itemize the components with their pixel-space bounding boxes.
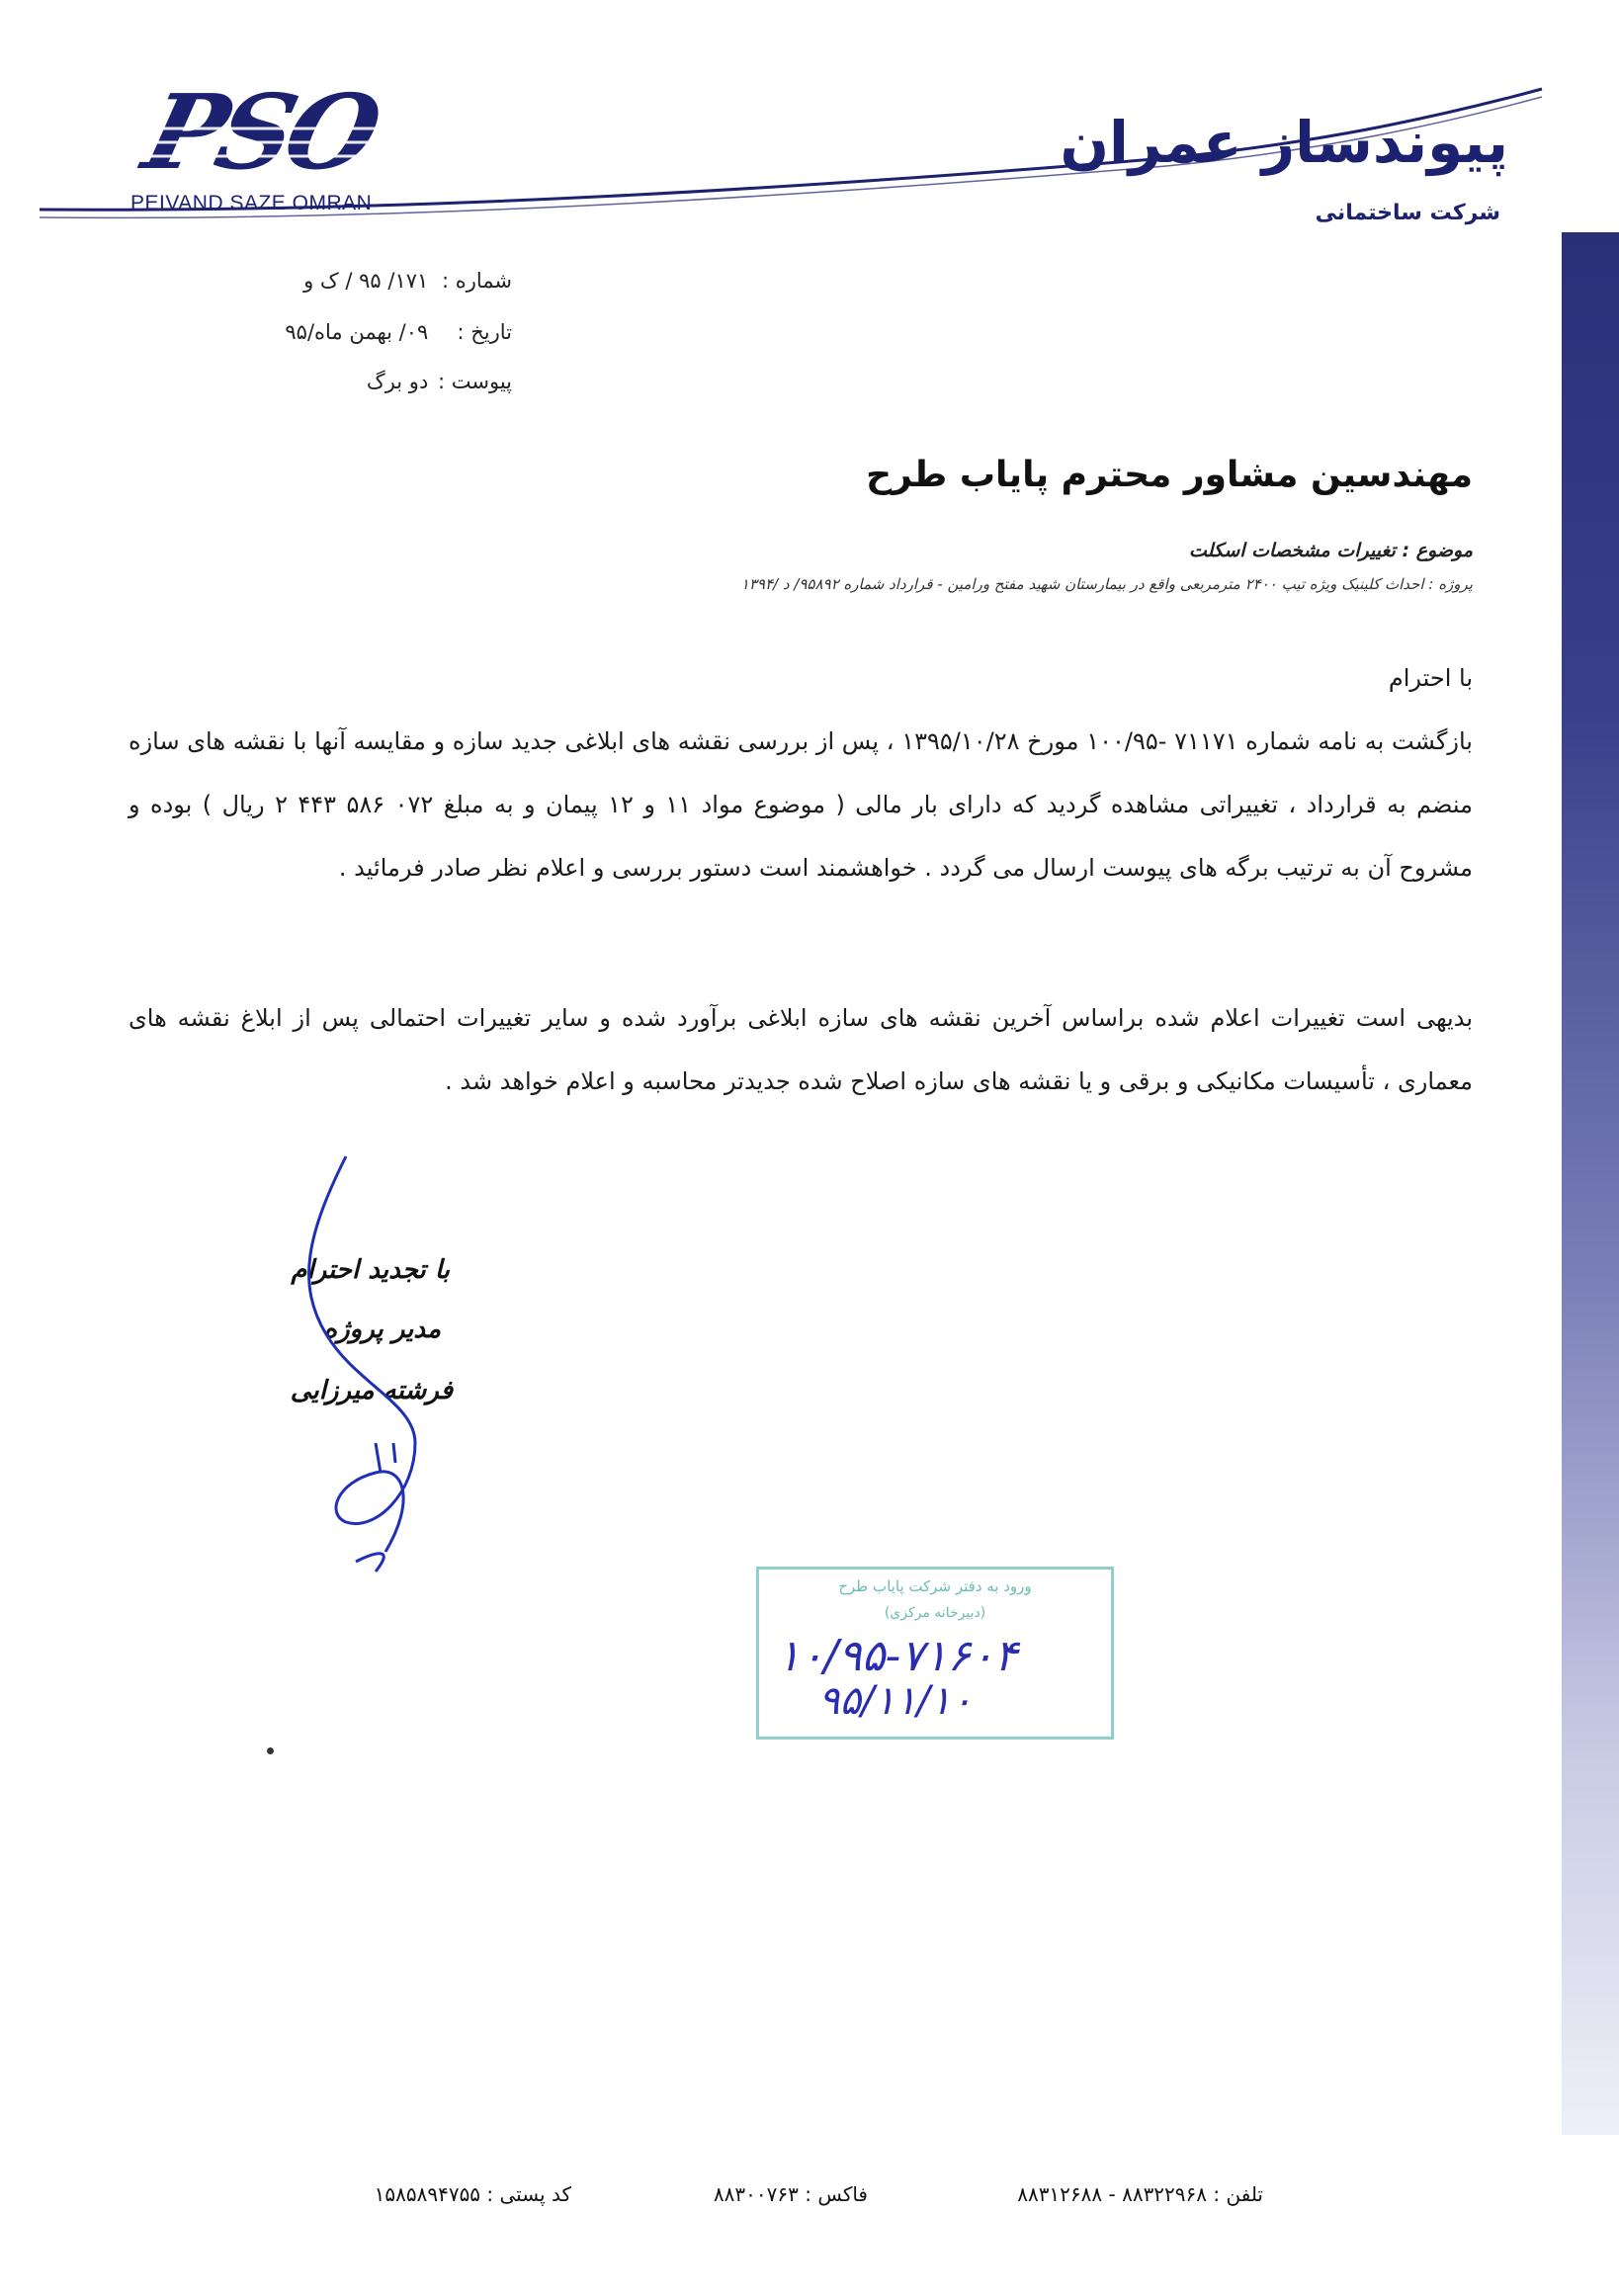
- footer-phone-value: ۸۸۳۲۲۹۶۸ - ۸۸۳۱۲۶۸۸: [1017, 2182, 1208, 2206]
- project-line: پروژه : احداث کلینیک ویژه تیپ ۲۴۰۰ مترمربعی واقع در بیمارستان شهید مفتح ورامین - قرارداد شماره ۹۵۸۹۲/ د /۱۳۹۴: [740, 575, 1473, 593]
- stamp-title: ورود به دفتر شرکت پایاب طرح: [838, 1577, 1032, 1595]
- brand-name: پیوندساز عمران: [1060, 109, 1508, 176]
- reference-attachment-label: پیوست :: [438, 370, 512, 393]
- addressee: مهندسین مشاور محترم پایاب طرح: [866, 455, 1473, 495]
- receipt-stamp: [756, 1567, 1114, 1740]
- footer-postal: [375, 2182, 571, 2206]
- decorative-side-bar: [1562, 232, 1619, 2135]
- greeting: با احترام: [1388, 664, 1473, 692]
- footer-phone-label: تلفن :: [1213, 2182, 1263, 2206]
- footer-phone: [1017, 2182, 1263, 2206]
- footer-fax-value: ۸۸۳۰۰۷۶۳: [713, 2182, 799, 2206]
- stamp-subtitle: (دبیرخانه مرکزی): [884, 1605, 986, 1621]
- footer-fax: [714, 2182, 868, 2206]
- footer-fax-label: فاکس :: [805, 2182, 868, 2206]
- paragraph-1: بازگشت به نامه شماره ۷۱۱۷۱ -۱۰۰/۹۵ مورخ ۱۳۹۵/۱۰/۲۸ ، پس از بررسی نقشه های ابلاغی جدید سازه و مقایسه آنها با نقشه های سازه منضم به قرارداد ، تغییراتی مشاهده گردید که دارای بار مالی ( موضوع مواد ۱۱ و ۱۲ پیمان و به مبلغ ۰۷۲ ۵۸۶ ۴۴۳ ۲ ریال ) بوده و مشروح آن به ترتیب برگه های پیوست ارسال می گردد . خواهشمند است دستور بررسی و اعلام نظر صادر فرمائید .: [128, 727, 1473, 882]
- stamp-handwritten-number: ۱۰/۹۵-۷۱۶۰۴: [777, 1631, 1018, 1681]
- reference-number: [303, 269, 512, 293]
- reference-number-label: شماره :: [441, 269, 512, 293]
- signature-name: فرشته میرزایی: [290, 1376, 453, 1405]
- handwritten-signature: [267, 1147, 484, 1581]
- signature-title: مدیر پروژه: [323, 1315, 441, 1344]
- stamp-handwritten-date: ۹۵/۱۱/۱۰: [818, 1678, 973, 1724]
- footer-postal-value: ۱۵۸۵۸۹۴۷۵۵: [374, 2182, 481, 2206]
- subject: موضوع : تغییرات مشخصات اسکلت: [1188, 540, 1473, 561]
- reference-number-value: ۱۷۱/ ۹۵ / ک و: [303, 269, 429, 293]
- reference-date: [285, 320, 512, 344]
- footer-postal-label: کد پستی :: [486, 2182, 571, 2206]
- signature-closing: با تجدید احترام: [291, 1255, 450, 1285]
- reference-attachment: [367, 370, 512, 393]
- brand-subtitle: شرکت ساختمانی: [1315, 201, 1500, 225]
- reference-attachment-value: دو برگ: [366, 370, 429, 393]
- logo-subtitle: PEIVAND SAZE OMRAN: [130, 192, 373, 214]
- reference-date-value: ۰۹/ بهمن ماه/۹۵: [285, 320, 429, 344]
- reference-date-label: تاریخ :: [457, 320, 512, 344]
- company-logo: PSO: [132, 71, 387, 193]
- ink-dot: [267, 1747, 274, 1754]
- paragraph-2: بدیهی است تغییرات اعلام شده براساس آخرین نقشه های سازه ابلاغی برآورد شده و سایر تغییرات احتمالی پس از ابلاغ نقشه های معماری ، تأسیسات مکانیکی و برقی و یا نقشه های سازه اصلاح شده جدیدتر محاسبه و اعلام خواهد شد .: [128, 1004, 1473, 1095]
- logo-stripes: [148, 99, 405, 188]
